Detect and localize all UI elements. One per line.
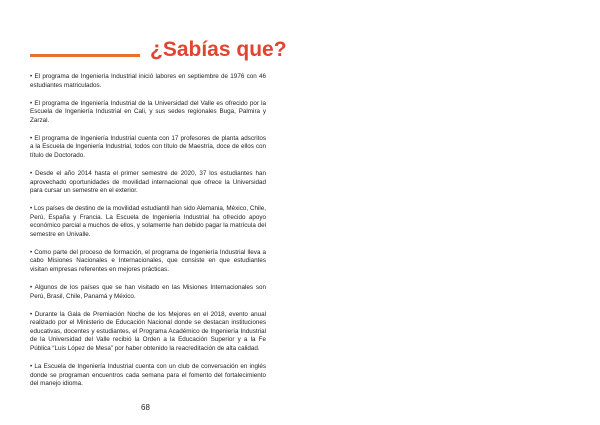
- fact-item: • Desde el año 2014 hasta el primer semestre de 2020, 37 los estudiantes han aprovechado oportunidades de movilidad internacional que ofrece la Universidad para cursar un semestre en el exterior.: [30, 170, 266, 195]
- fact-item: • Los países de destino de la movilidad estudiantil han sido Alemania, México, Chile, Perú, España y Francia. La Escuela de Ingeniería Industrial ha ofrecido apoyo económico parcial a muchos de ellos, y solamente han debido pagar la matrícula del semestre en Univalle.: [30, 205, 266, 238]
- fact-item: • El programa de Ingeniería Industrial de la Universidad del Valle es ofrecido por la Escuela de Ingeniería Industrial en Cali, y sus sedes regionales Buga, Palmira y Zarzal.: [30, 99, 266, 124]
- page-title: ¿Sabías que?: [150, 38, 287, 61]
- accent-rule: [30, 54, 140, 57]
- fact-item: • Algunos de los países que se han visitado en las Misiones Internacionales son Perú, Brasil, Chile, Panamá y México.: [30, 284, 266, 300]
- fact-item: • La Escuela de Ingeniería Industrial cuenta con un club de conversación en inglés donde se programan encuentros cada semana para el fomento del fortalecimiento del manejo idioma.: [30, 363, 266, 387]
- section-heading: [30, 38, 287, 62]
- fact-item: • Como parte del proceso de formación, el programa de Ingeniería Industrial lleva a cabo Misiones Nacionales e Internacionales, que consiste en que estudiantes visitan empresas referentes en mejores prácticas.: [30, 248, 266, 273]
- fact-item: • Durante la Gala de Premiación Noche de los Mejores en el 2018, evento anual realizado por el Ministerio de Educación Nacional donde se destacan instituciones educativas, docentes y estudiantes, el Programa Académico de Ingeniería Industrial de la Universidad del Valle recibió la Orden a la Educación Superior y a la Fe Pública “Luis López de Mesa” por haber obtenido la reacreditación de alta calidad.: [30, 310, 266, 352]
- fact-item: • El programa de Ingeniería Industrial cuenta con 17 profesores de planta adscritos a la Escuela de Ingeniería Industrial, todos con título de Maestría, doce de ellos con título de Doctorado.: [30, 134, 266, 159]
- page-number: 68: [141, 403, 150, 412]
- facts-list: [30, 73, 266, 398]
- fact-item: • El programa de Ingeniería Industrial inició labores en septiembre de 1976 con 46 estudiantes matriculados.: [30, 73, 266, 89]
